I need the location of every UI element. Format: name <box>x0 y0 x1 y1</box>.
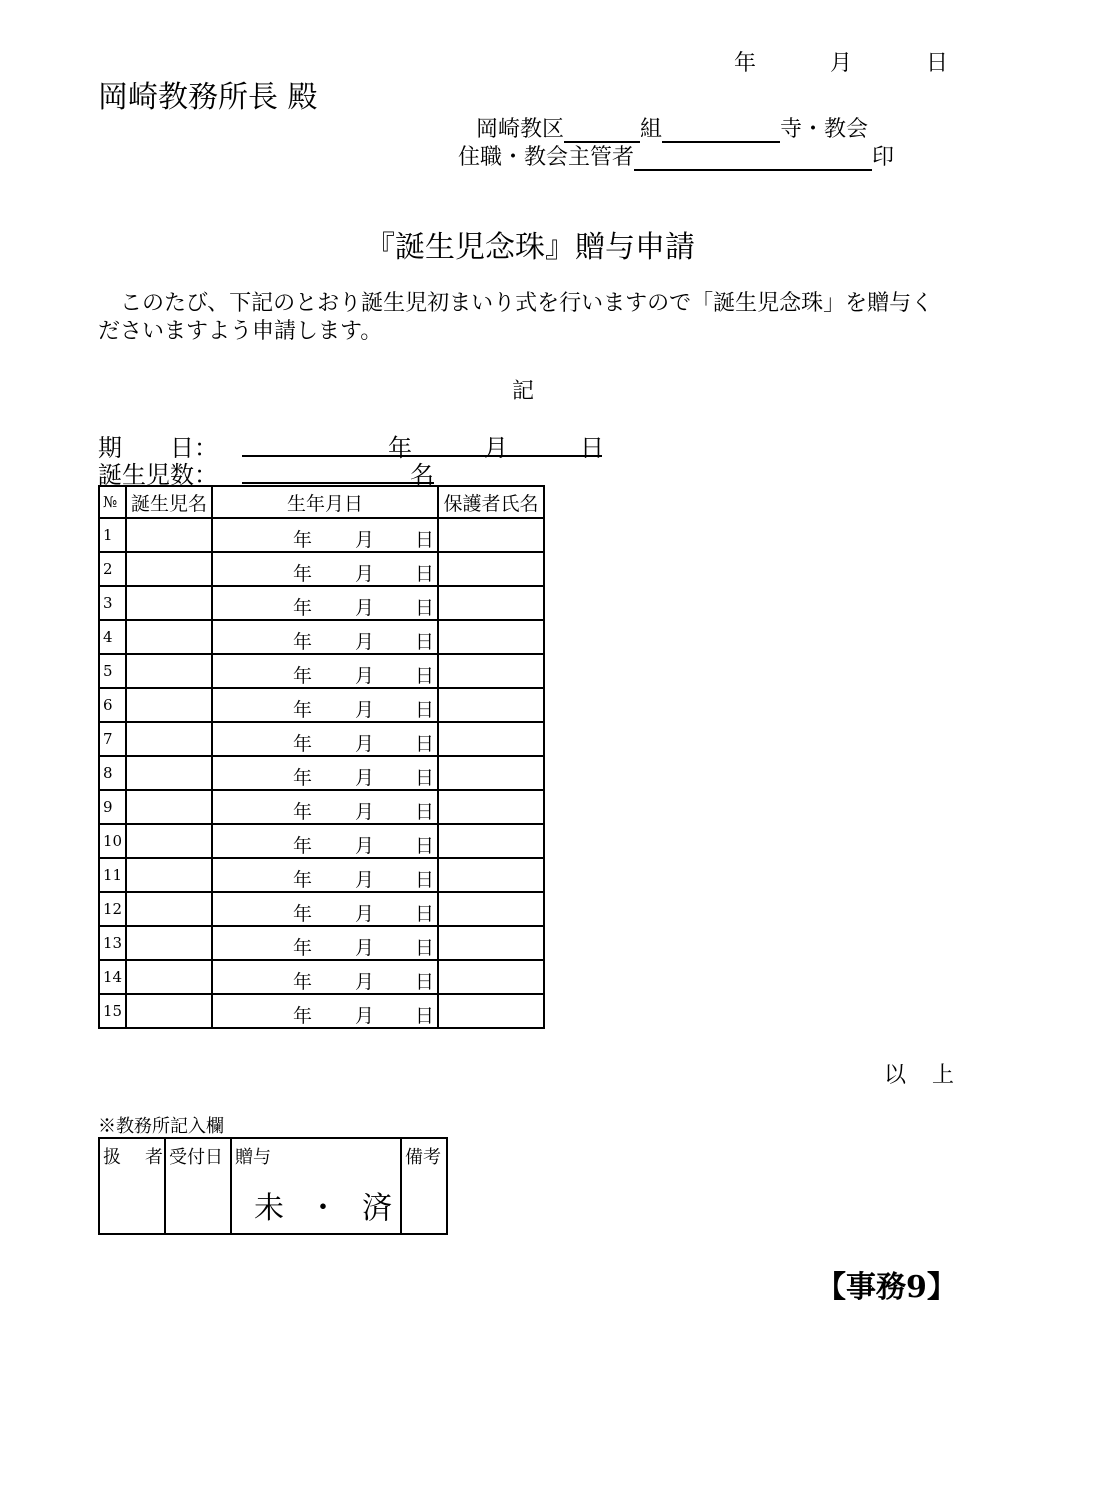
guardian-name-cell[interactable] <box>438 994 544 1028</box>
dob-day: 日 <box>415 869 435 891</box>
row-number: 13 <box>99 926 126 960</box>
dob-month: 月 <box>355 733 375 755</box>
child-name-cell[interactable] <box>126 858 212 892</box>
row-number: 5 <box>99 654 126 688</box>
status-separator: ・ <box>308 1191 338 1226</box>
dob-month: 月 <box>355 971 375 993</box>
date-field-label: 期 日： <box>98 434 218 462</box>
page-title <box>0 222 1112 266</box>
notes-cell[interactable] <box>401 1138 447 1234</box>
row-number: 3 <box>99 586 126 620</box>
status-not-yet: 未 <box>254 1191 284 1226</box>
dob-year: 年 <box>293 937 313 959</box>
dob-day: 日 <box>415 835 435 857</box>
dob-year: 年 <box>293 631 313 653</box>
dob-year: 年 <box>293 767 313 789</box>
handler-label-b: 者 <box>145 1147 163 1168</box>
guardian-name-cell[interactable] <box>438 926 544 960</box>
dob-day: 日 <box>415 563 435 585</box>
addressee: 岡崎教務所長 殿 <box>98 80 318 115</box>
closing-ijo <box>884 1058 954 1089</box>
row-number: 9 <box>99 790 126 824</box>
date-field[interactable] <box>98 428 604 462</box>
temple-label: 寺・教会 <box>780 117 869 142</box>
dob-year: 年 <box>293 665 313 687</box>
guardian-name-cell[interactable] <box>438 586 544 620</box>
date-field-month: 月 <box>484 434 508 462</box>
ki-heading: 記 <box>512 379 535 404</box>
dob-year: 年 <box>293 903 313 925</box>
table-row <box>99 858 544 892</box>
table-row <box>99 586 544 620</box>
guardian-name-cell[interactable] <box>438 722 544 756</box>
group-label: 組 <box>640 117 663 142</box>
row-number: 8 <box>99 756 126 790</box>
dob-day: 日 <box>415 631 435 653</box>
applicant-priest-line <box>458 140 894 170</box>
child-name-cell[interactable] <box>126 756 212 790</box>
children-table <box>98 485 545 1029</box>
district-label: 岡崎教区 <box>476 117 565 142</box>
col-header-guardian: 保護者氏名 <box>438 486 544 518</box>
birthdate-cell[interactable] <box>212 688 438 722</box>
dob-day: 日 <box>415 767 435 789</box>
birthdate-cell[interactable] <box>212 518 438 552</box>
gift-label: 贈与 <box>235 1147 271 1168</box>
handler-label <box>103 1143 163 1169</box>
birthdate-cell[interactable] <box>212 620 438 654</box>
dob-month: 月 <box>355 767 375 789</box>
guardian-name-cell[interactable] <box>438 960 544 994</box>
received-date-label: 受付日 <box>169 1147 223 1168</box>
received-date-cell[interactable] <box>165 1138 231 1234</box>
row-number: 10 <box>99 824 126 858</box>
guardian-name-cell[interactable] <box>438 518 544 552</box>
table-row <box>99 926 544 960</box>
col-header-no: № <box>99 486 126 518</box>
dob-year: 年 <box>293 869 313 891</box>
dob-month: 月 <box>355 903 375 925</box>
child-name-cell[interactable] <box>126 586 212 620</box>
priest-blank[interactable] <box>634 145 872 171</box>
request-statement: このたび、下記のとおり誕生児初まいり式を行いますので「誕生児念珠」を贈与くださいますよう申請します。 <box>98 291 934 344</box>
row-number: 11 <box>99 858 126 892</box>
child-count-field[interactable] <box>98 455 438 489</box>
table-row <box>99 722 544 756</box>
row-number: 1 <box>99 518 126 552</box>
dob-year: 年 <box>293 563 313 585</box>
dob-day: 日 <box>415 801 435 823</box>
dob-day: 日 <box>415 903 435 925</box>
dob-month: 月 <box>355 631 375 653</box>
guardian-name-cell[interactable] <box>438 858 544 892</box>
row-number: 2 <box>99 552 126 586</box>
document-code: 【事務9】 <box>816 1270 957 1305</box>
table-row <box>99 756 544 790</box>
child-name-cell[interactable] <box>126 620 212 654</box>
date-year-label: 年 <box>734 51 757 76</box>
date-field-day: 日 <box>580 434 604 462</box>
guardian-name-cell[interactable] <box>438 892 544 926</box>
guardian-name-cell[interactable] <box>438 654 544 688</box>
gift-status <box>254 1183 392 1227</box>
table-row <box>99 620 544 654</box>
notes-label: 備考 <box>405 1147 441 1168</box>
date-field-year: 年 <box>388 434 412 462</box>
child-name-cell[interactable] <box>126 960 212 994</box>
dob-month: 月 <box>355 665 375 687</box>
dob-day: 日 <box>415 971 435 993</box>
birthdate-cell[interactable] <box>212 892 438 926</box>
priest-label: 住職・教会主管者 <box>458 145 635 170</box>
child-name-cell[interactable] <box>126 790 212 824</box>
child-count-line <box>242 482 434 484</box>
birthdate-cell[interactable] <box>212 926 438 960</box>
dob-month: 月 <box>355 801 375 823</box>
dob-month: 月 <box>355 597 375 619</box>
office-use-label: ※教務所記入欄 <box>98 1116 224 1137</box>
child-name-cell[interactable] <box>126 552 212 586</box>
child-count-label: 誕生児数： <box>98 461 218 489</box>
table-header-row <box>99 486 544 518</box>
col-header-child-name: 誕生児名 <box>126 486 212 518</box>
dob-day: 日 <box>415 733 435 755</box>
dob-month: 月 <box>355 699 375 721</box>
guardian-name-cell[interactable] <box>438 552 544 586</box>
dob-day: 日 <box>415 597 435 619</box>
dob-year: 年 <box>293 801 313 823</box>
table-row <box>99 688 544 722</box>
row-number: 14 <box>99 960 126 994</box>
applicant-temple-line <box>476 112 868 142</box>
table-row <box>99 552 544 586</box>
child-name-cell[interactable] <box>126 926 212 960</box>
birthdate-cell[interactable] <box>212 756 438 790</box>
table-row <box>99 790 544 824</box>
dob-year: 年 <box>293 1005 313 1027</box>
row-number: 4 <box>99 620 126 654</box>
birthdate-cell[interactable] <box>212 824 438 858</box>
child-name-cell[interactable] <box>126 688 212 722</box>
closing-jo: 上 <box>932 1063 955 1088</box>
guardian-name-cell[interactable] <box>438 756 544 790</box>
handler-label-a: 扱 <box>103 1147 121 1168</box>
table-row <box>99 824 544 858</box>
col-header-birthdate: 生年月日 <box>212 486 438 518</box>
guardian-name-cell[interactable] <box>438 824 544 858</box>
row-number: 15 <box>99 994 126 1028</box>
row-number: 7 <box>99 722 126 756</box>
dob-year: 年 <box>293 835 313 857</box>
dob-day: 日 <box>415 529 435 551</box>
dob-year: 年 <box>293 529 313 551</box>
dob-month: 月 <box>355 937 375 959</box>
table-row <box>99 518 544 552</box>
child-count-unit: 名 <box>410 461 434 489</box>
birthdate-cell[interactable] <box>212 654 438 688</box>
row-number: 12 <box>99 892 126 926</box>
row-number: 6 <box>99 688 126 722</box>
dob-month: 月 <box>355 563 375 585</box>
guardian-name-cell[interactable] <box>438 620 544 654</box>
guardian-name-cell[interactable] <box>438 688 544 722</box>
birthdate-cell[interactable] <box>212 790 438 824</box>
guardian-name-cell[interactable] <box>438 790 544 824</box>
date-header <box>734 46 949 76</box>
child-name-cell[interactable] <box>126 892 212 926</box>
date-day-label: 日 <box>926 51 949 76</box>
dob-month: 月 <box>355 869 375 891</box>
handler-cell[interactable] <box>99 1138 165 1234</box>
table-row <box>99 994 544 1028</box>
table-row <box>99 960 544 994</box>
date-month-label: 月 <box>830 51 853 76</box>
birthdate-cell[interactable] <box>212 722 438 756</box>
dob-day: 日 <box>415 937 435 959</box>
table-row <box>99 654 544 688</box>
office-use-table <box>98 1137 448 1235</box>
table-row <box>99 892 544 926</box>
gift-cell[interactable] <box>231 1138 401 1234</box>
dob-day: 日 <box>415 699 435 721</box>
birthdate-cell[interactable] <box>212 994 438 1028</box>
birthdate-cell[interactable] <box>212 858 438 892</box>
birthdate-cell[interactable] <box>212 960 438 994</box>
dob-year: 年 <box>293 733 313 755</box>
dob-year: 年 <box>293 971 313 993</box>
child-name-cell[interactable] <box>126 654 212 688</box>
dob-month: 月 <box>355 1005 375 1027</box>
closing-i: 以 <box>884 1063 907 1088</box>
child-name-cell[interactable] <box>126 994 212 1028</box>
title-text: 『誕生児念珠』贈与申請 <box>365 230 695 265</box>
dob-day: 日 <box>415 665 435 687</box>
dob-year: 年 <box>293 699 313 721</box>
child-name-cell[interactable] <box>126 722 212 756</box>
birthdate-cell[interactable] <box>212 552 438 586</box>
child-name-cell[interactable] <box>126 824 212 858</box>
birthdate-cell[interactable] <box>212 586 438 620</box>
child-name-cell[interactable] <box>126 518 212 552</box>
seal-label: 印 <box>872 145 895 170</box>
status-done: 済 <box>362 1191 392 1226</box>
dob-day: 日 <box>415 1005 435 1027</box>
dob-month: 月 <box>355 835 375 857</box>
dob-month: 月 <box>355 529 375 551</box>
dob-year: 年 <box>293 597 313 619</box>
